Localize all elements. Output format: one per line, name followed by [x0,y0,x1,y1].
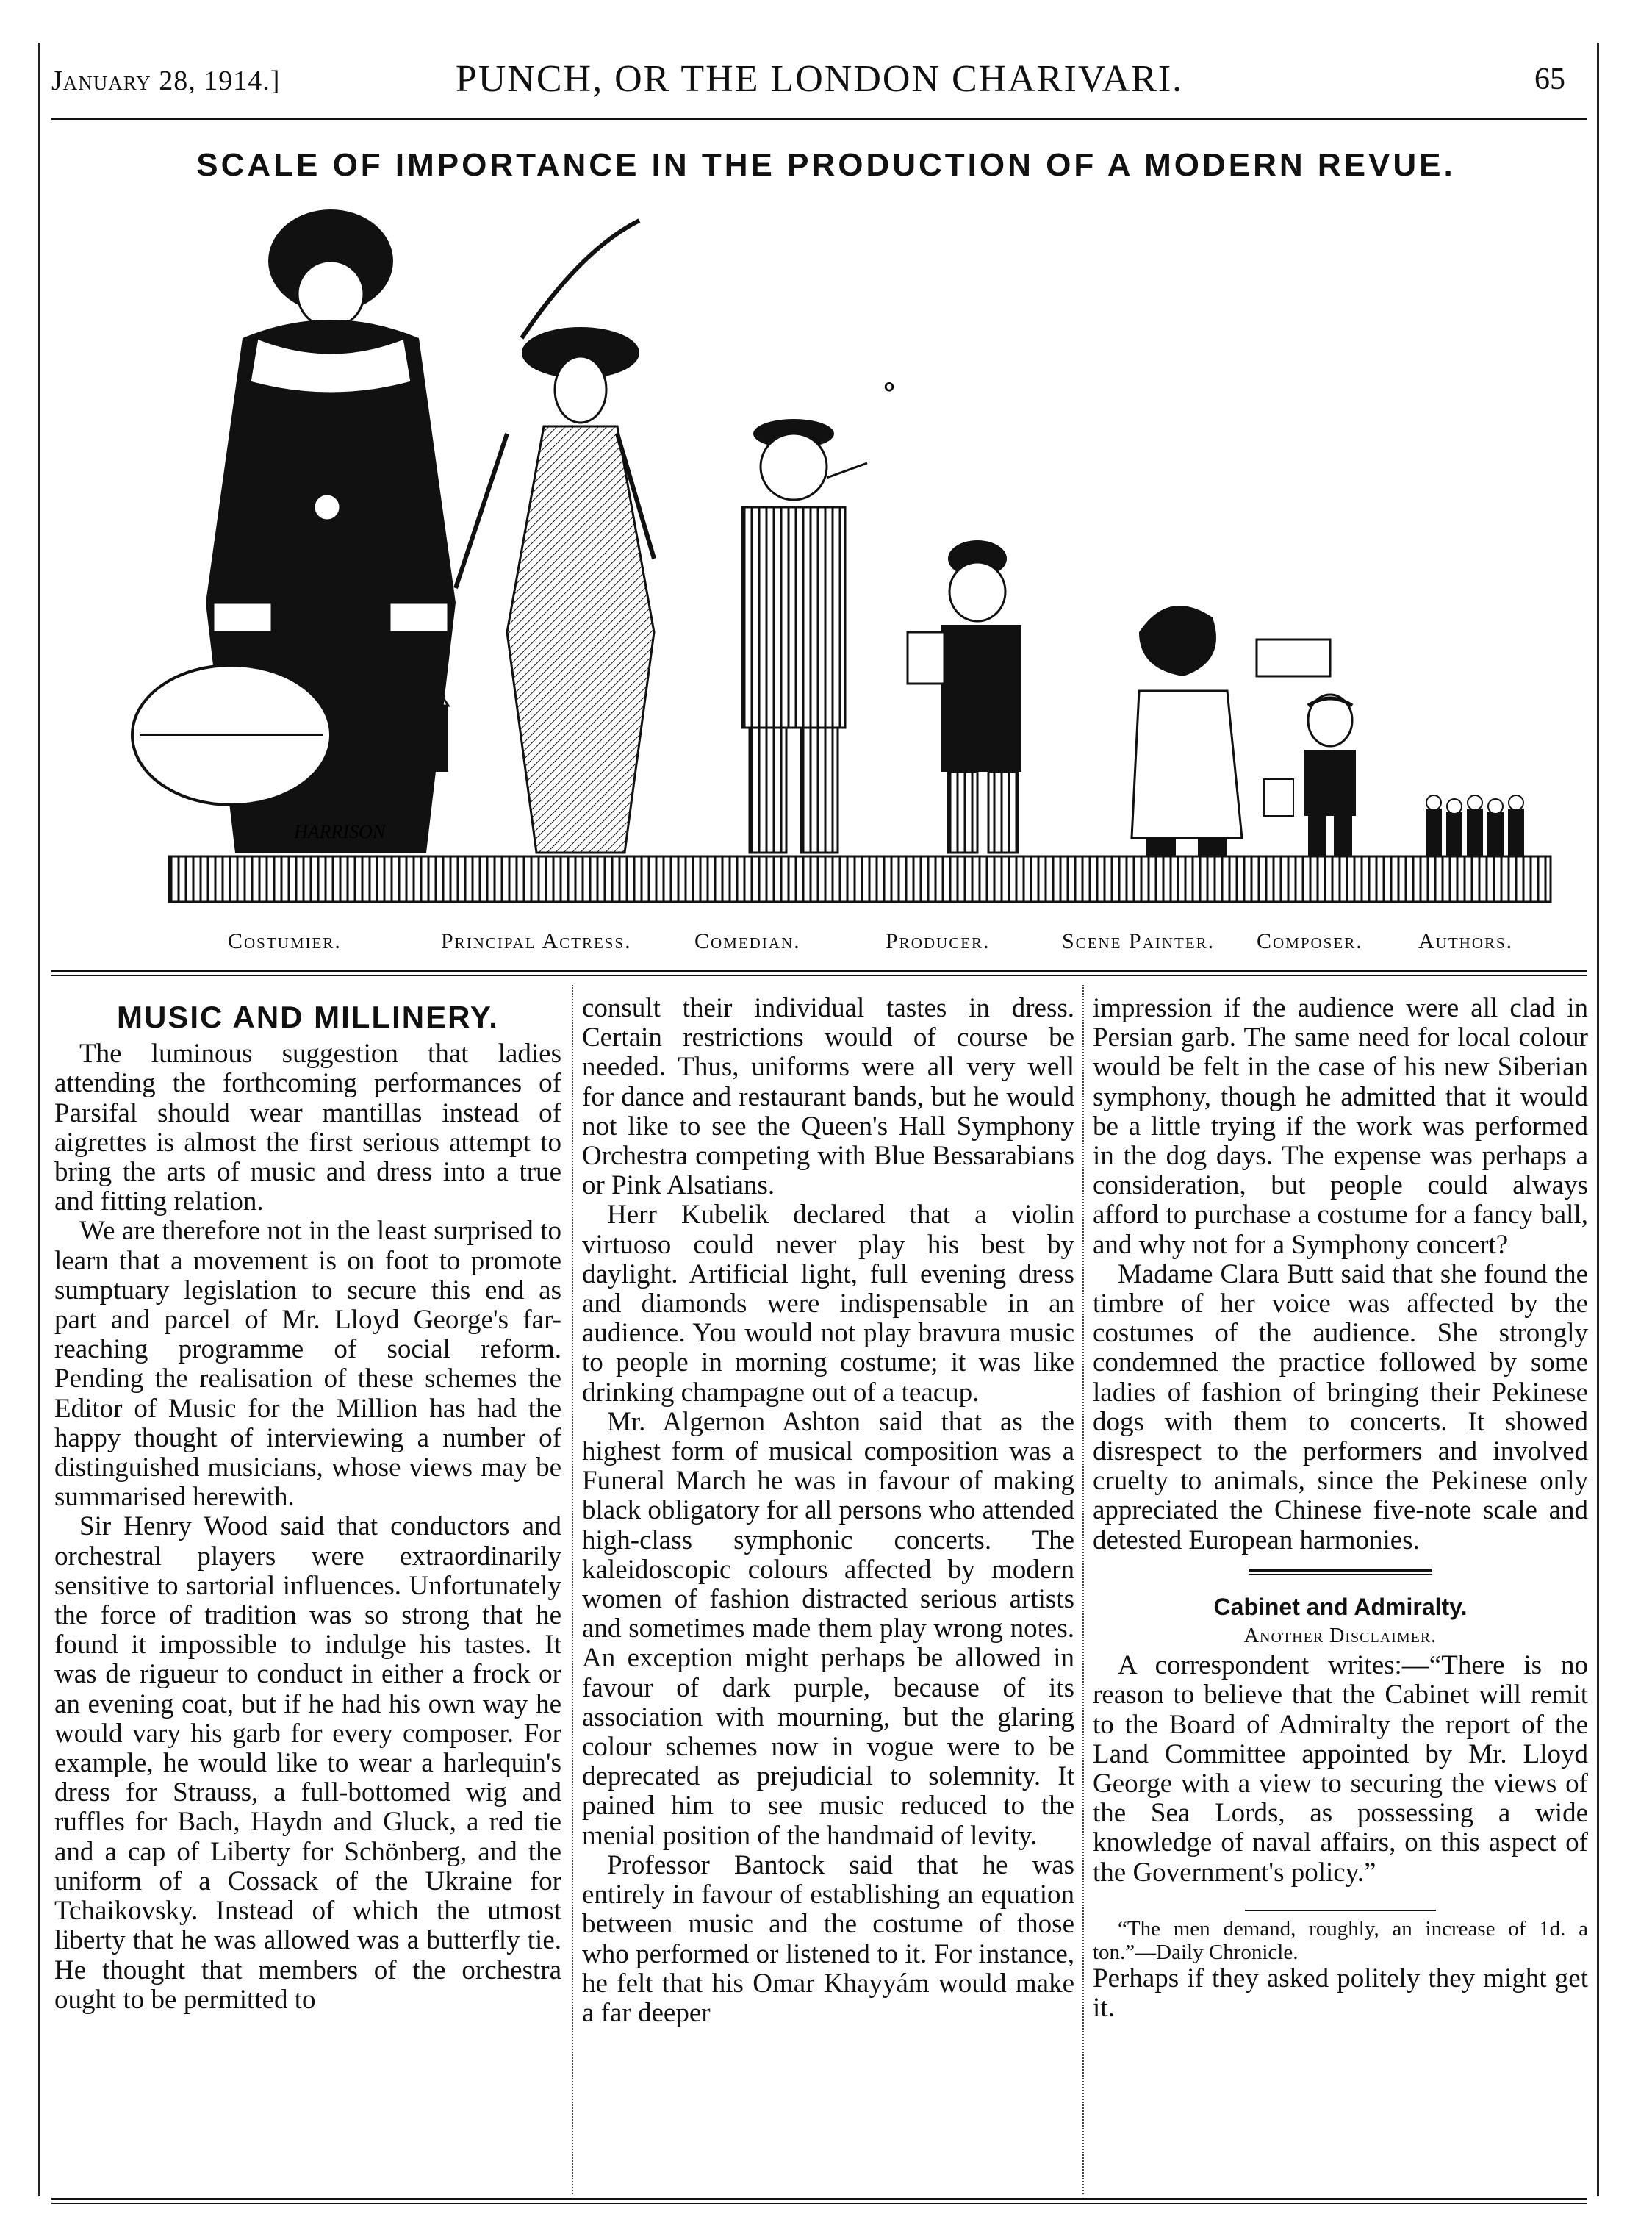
column-divider-2 [1082,985,1084,2194]
article-paragraph: Herr Kubelik declared that a violin virtuoso could never play his best by daylight. Artificial light, full evening dress and diamonds were indispensable in an audience. You would not play bravura music to people in morning costume; it was like drinking champagne out of a teacup. [582,1200,1074,1408]
article-column-3 [1093,994,1588,2023]
article-paragraph: Mr. Algernon Ashton said that as the highest form of musical composition was a Funeral March he was in favour of making black obligatory for all persons who attended high-class symphonic concerts. The kaleidoscopic colours affected by modern women of fashion distracted serious artists and sometimes made them play wrong notes. An exception might perhaps be allowed in favour of dark purple, because of its association with mourning, but the glaring colour schemes now in vogue were to be deprecated as prejudicial to solemnity. It pained him to see music reduced to the menial position of the handmaid of levity. [582,1406,1074,1851]
svg-text:°: ° [882,378,897,412]
comedian-figure [742,378,897,853]
masthead-rule [51,118,1587,123]
principal-actress-figure [456,221,654,853]
article-paragraph: We are therefore not in the least surprised to learn that a movement is on foot to promote sumptuary legislation to secure this end as part and parcel of Mr. Lloyd George's far-reaching programme of social reform. Pending the realisation of these schemes the Editor of Music for the Million has had the happy thought of interviewing a number of distinguished musicians, whose views may be summarised herewith. [54,1216,561,1513]
article-column-2 [582,994,1074,2028]
issue-date: January 28, 1914.] [51,65,281,96]
section-ornament-rule [1249,1569,1432,1575]
article-title: MUSIC AND MILLINERY. [117,1000,499,1034]
article-paragraph: Professor Bantock said that he was entirely in favour of establishing an equation between music and the costume of those who performed or listened to it. For instance, he felt that his Omar Khayyám would make a far deeper [582,1849,1074,2028]
authors-figures [1426,795,1524,856]
caption-composer: Composer. [1257,929,1363,953]
page-number: 65 [1534,62,1565,96]
masthead [51,51,1587,110]
svg-text:HARRISON: HARRISON [294,821,386,842]
news-quote [1093,1917,1588,1964]
caption-comedian: Comedian. [694,929,801,953]
column-divider-1 [572,985,573,2194]
caption-producer: Producer. [886,929,991,953]
caption-authors: Authors. [1418,929,1514,953]
quote-text: “The men demand, roughly, an increase of 1d. a ton.”—Daily Chronicle. [1093,1916,1588,1964]
caption-costumier: Costumier. [228,929,342,953]
composer-figure [1264,695,1356,856]
sidebar-subtitle: Another Disclaimer. [1243,1624,1437,1648]
costumier-figure [132,209,456,853]
article-column-1 [54,994,561,2015]
bottom-rule [51,2198,1587,2204]
caption-scene-painter: Scene Painter. [1062,929,1215,953]
scene-painter-figure [1132,606,1330,856]
article-paragraph: Sir Henry Wood said that conductors and orchestral players were extraordinarily sensitive to sartorial influences. Unfortunately the force of tradition was so strong that he found it impossible to indulge his tastes. It was de rigueur to conduct in either a frock or an evening coat, but if he had his own way he would vary his garb for every composer. For example, he would like to wear a harlequin's dress for Strauss, a full-bottomed wig and ruffles for Bach, Haydn and Gluck, a red tie and a cap of Liberty for Schönberg, and the uniform of a Cossack of the Ukraine for Tchaikovsky. Instead of which the utmost liberty that he was allowed was a butterfly tie. He thought that members of the orchestra ought to be permitted to [54,1511,561,2015]
publication-title: PUNCH, OR THE LONDON CHARIVARI. [455,58,1184,100]
article-paragraph: impression if the audience were all clad in Persian garb. The same need for local colour would be felt in the case of his new Siberian symphony, though he admitted that it would be a little trying if the work was performed in the dog days. The expense was perhaps a consideration, but people could always afford to purchase a costume for a fancy ball, and why not for a Symphony concert? [1093,993,1588,1260]
article-paragraph: The luminous suggestion that ladies attending the forthcoming performances of Parsifal should wear mantillas instead of aigrettes is almost the first serious attempt to bring the arts of music and dress into a true and fitting relation. [54,1039,561,1217]
cartoon-title: SCALE OF IMPORTANCE IN THE PRODUCTION OF A MODERN REVUE. [196,147,1456,183]
article-paragraph: consult their individual tastes in dress. Certain restrictions would of course be needed. Thus, uniforms were all very well for dance and restaurant bands, but he would not like to see the Queen's Hall Symphony Orchestra competing with Blue Bessarabians or Pink Alsatians. [582,993,1074,1201]
sidebar-title: Cabinet and Admiralty. [1213,1593,1468,1620]
producer-figure [908,540,1021,853]
caption-principal-actress: Principal Actress. [441,929,632,953]
section-rule [51,970,1587,976]
short-rule [1245,1910,1436,1911]
closing-remark: Perhaps if they asked politely they might get it. [1093,1963,1588,2024]
article-paragraph: Madame Clara Butt said that she found the timbre of her voice was affected by the costumes of the audience. She strongly condemned the practice followed by some ladies of fashion of bringing their Pekinese dogs with them to concerts. It showed disrespect to the performers and involved cruelty to animals, since the Pekinese only appreciated the Chinese five-note scale and detested European harmonies. [1093,1258,1588,1555]
sidebar-paragraph: A correspondent writes:—“There is no reason to believe that the Cabinet will remit to the Board of Admiralty the report of the Land Committee appointed by Mr. Lloyd George with a view to securing the views of the Sea Lords, as possessing a wide knowledge of naval affairs, on this aspect of the Government's policy.” [1093,1650,1588,1888]
stage-floor [169,856,1551,902]
cartoon-illustration [110,191,1580,926]
